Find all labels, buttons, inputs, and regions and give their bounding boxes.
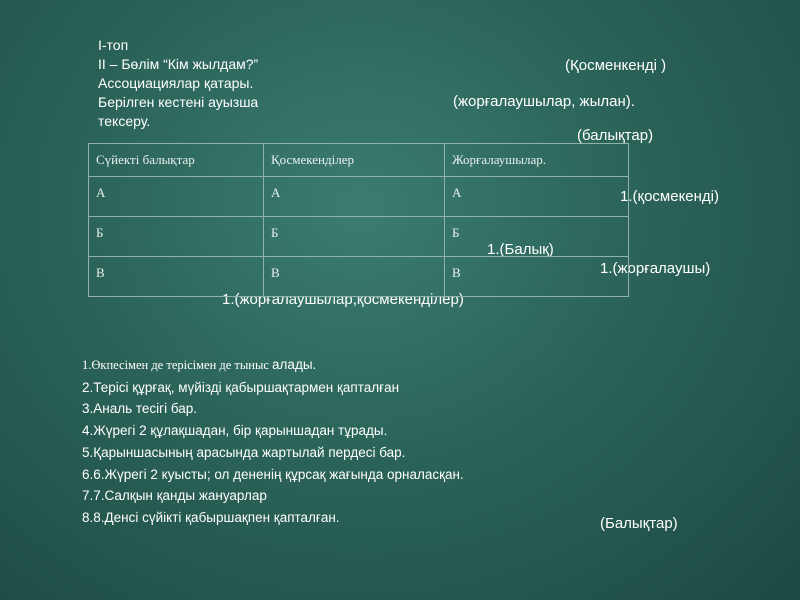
table-cell: В	[445, 257, 629, 297]
annotation-fishes: (балықтар)	[577, 127, 654, 144]
fact-1-rest: алады.	[272, 357, 317, 372]
table-cell: А	[264, 177, 445, 217]
annotation-amphibian-1: 1.(қосмекенді)	[620, 188, 720, 205]
header-cell-reptiles: Жорғалаушылар.	[445, 144, 629, 177]
table-cell: В	[89, 257, 264, 297]
group-label: І-топ	[98, 37, 129, 53]
table-cell: Б	[89, 217, 264, 257]
table-cell: А	[89, 177, 264, 217]
list-item: 2.Терісі құрғақ, мүйізді қабыршақтармен қапталған	[82, 379, 400, 395]
table-row	[89, 217, 629, 257]
annotation-reptiles-amphibians: 1.(жорғалаушылар,қосмекенділер)	[222, 291, 464, 308]
header-text	[98, 36, 258, 131]
annotation-fishes-bottom: (Балықтар)	[600, 515, 678, 532]
task-line: Берілген кестені ауызша	[98, 94, 259, 110]
table-cell: В	[264, 257, 445, 297]
list-item: 6.6.Жүрегі 2 куысты; ол дененің құрсақ жағында орналасқан.	[82, 466, 464, 482]
list-item: 4.Жүрегі 2 құлақшадан, бір қарыншадан тұрады.	[82, 423, 388, 439]
table-header-row	[89, 144, 629, 177]
section-title: ІІ – Бөлім “Кім жылдам?”	[98, 56, 259, 72]
facts-list	[82, 354, 464, 529]
annotation-fish-1: 1.(Балық)	[487, 241, 554, 258]
list-item: 7.7.Салқын қанды жануарлар	[82, 488, 267, 504]
list-item: 8.8.Денсі сүйікті қабыршақпен қапталған.	[82, 509, 340, 525]
task-line: Ассоциациялар қатары.	[98, 75, 254, 91]
table-row	[89, 257, 629, 297]
header-cell-amphibians: Қосмекенділер	[264, 144, 445, 177]
table-cell: А	[445, 177, 629, 217]
task-line: тексеру.	[98, 113, 151, 129]
list-item: 5.Қарыншасының арасында жартылай пердесі бар.	[82, 444, 406, 460]
fact-1-serif-part: 1.Өкпесімен де терісімен де тыныс	[82, 358, 273, 372]
header-cell-bony-fish: Сүйекті балықтар	[89, 144, 264, 177]
table-row	[89, 177, 629, 217]
annotation-reptiles-snake: (жорғалаушылар, жылан).	[453, 93, 635, 110]
table-cell: Б	[445, 217, 629, 257]
list-item	[82, 354, 464, 377]
list-item: 3.Аналь тесігі бар.	[82, 401, 198, 417]
annotation-reptile-1: 1.(жорғалаушы)	[600, 260, 711, 277]
table-cell: Б	[264, 217, 445, 257]
classification-table	[88, 143, 629, 297]
annotation-amphibian: (Қосменкенді )	[565, 57, 667, 74]
